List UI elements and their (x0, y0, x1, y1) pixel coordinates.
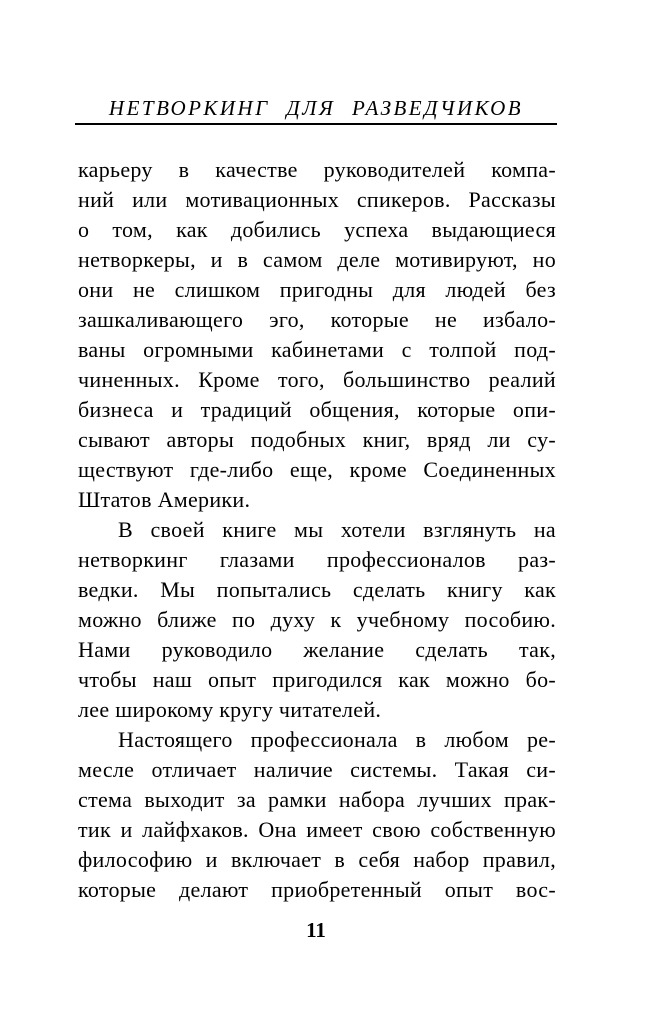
text-line: нетворкеры, и в самом деле мотивируют, но (78, 247, 556, 272)
text-line: ведки. Мы попытались сделать книгу как (78, 577, 556, 602)
text-line: сывают авторы подобных книг, вряд ли су- (78, 427, 556, 452)
page-number: 11 (306, 918, 326, 942)
text-line-paragraph-end: Штатов Америки. (78, 487, 251, 512)
text-line-paragraph-start: В своей книге мы хотели взглянуть на (118, 517, 556, 542)
text-line: о том, как добились успеха выдающиеся (78, 217, 556, 242)
running-header: НЕТВОРКИНГ ДЛЯ РАЗВЕДЧИКОВ (108, 96, 524, 120)
text-line: ний или мотивационных спикеров. Рассказы (78, 187, 556, 212)
text-line: Нами руководило желание сделать так, (78, 637, 556, 662)
text-line: можно ближе по духу к учебному пособию. (78, 607, 556, 632)
text-line: они не слишком пригодны для людей без (78, 277, 556, 302)
page-body (78, 155, 556, 905)
text-line-paragraph-end: лее широкому кругу читателей. (78, 697, 382, 722)
text-line: чиненных. Кроме того, большинство реалий (78, 367, 556, 392)
text-line: тик и лайфхаков. Она имеет свою собственную (78, 817, 556, 842)
text-line: ществуют где-либо еще, кроме Соединенных (78, 457, 556, 482)
header-rule-divider (75, 123, 557, 125)
text-line: зашкаливающего эго, которые не избало- (78, 307, 556, 332)
text-line: месле отличает наличие системы. Такая си- (78, 757, 556, 782)
text-line: которые делают приобретенный опыт вос- (78, 877, 556, 902)
text-line-paragraph-start: Настоящего профессионала в любом ре- (118, 727, 556, 752)
text-line: стема выходит за рамки набора лучших прак- (78, 787, 556, 812)
text-line: ваны огромными кабинетами с толпой под- (78, 337, 556, 362)
text-line: бизнеса и традиций общения, которые опи- (78, 397, 556, 422)
text-line: карьеру в качестве руководителей компа- (78, 157, 556, 182)
text-line: философию и включает в себя набор правил, (78, 847, 556, 872)
text-line: нетворкинг глазами профессионалов раз- (78, 547, 556, 572)
text-line: чтобы наш опыт пригодился как можно бо- (78, 667, 556, 692)
